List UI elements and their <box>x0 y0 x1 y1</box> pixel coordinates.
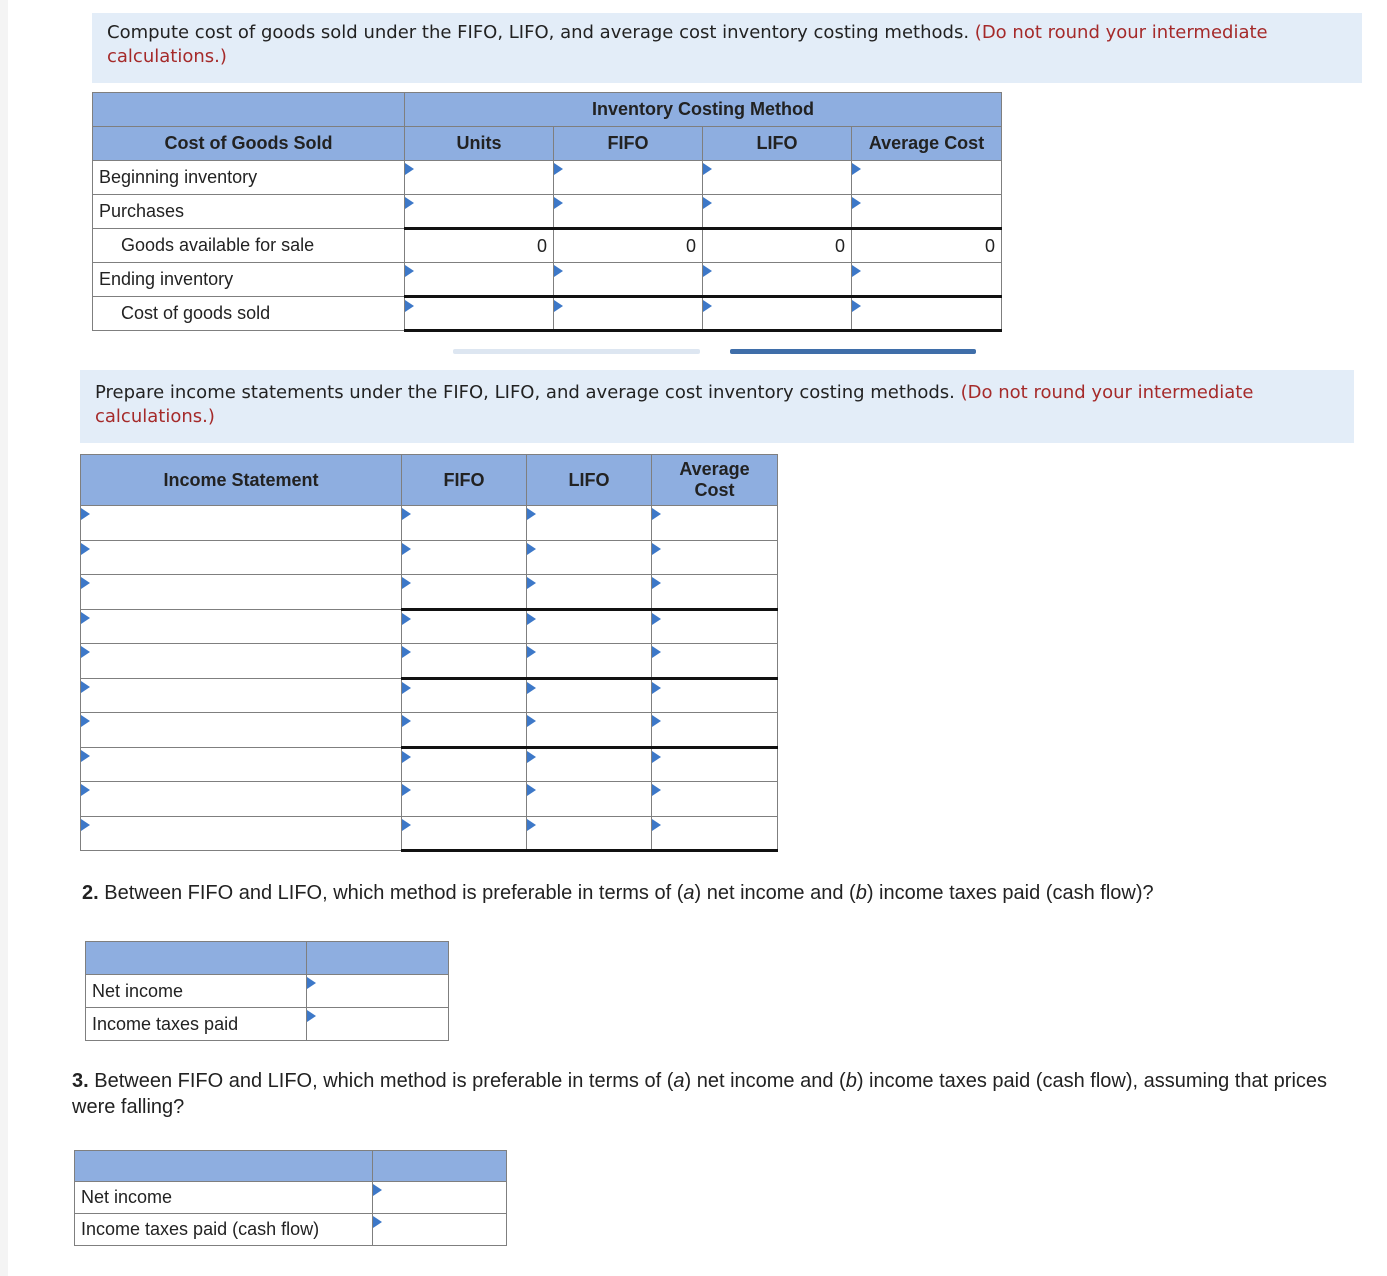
prev-tab-indicator[interactable] <box>453 349 700 354</box>
dropdown-marker-icon <box>527 508 536 520</box>
income-statement-label-dropdown[interactable] <box>81 747 402 782</box>
income-statement-label-dropdown[interactable] <box>81 782 402 817</box>
dropdown-marker-icon <box>652 613 661 625</box>
table-row <box>81 782 778 817</box>
dropdown-marker-icon <box>652 646 661 658</box>
col-header-units: Units <box>405 127 554 161</box>
income-statement-table <box>80 454 778 852</box>
input-cell[interactable] <box>402 713 527 748</box>
dropdown-marker-icon <box>527 682 536 694</box>
input-cell[interactable] <box>554 297 703 331</box>
dropdown-marker-icon <box>81 819 90 831</box>
dropdown-marker-icon <box>652 715 661 727</box>
dropdown-marker-icon <box>652 819 661 831</box>
input-cell[interactable] <box>852 297 1002 331</box>
dropdown-marker-icon <box>652 751 661 763</box>
instruction-note: (Do not round your intermediate calculations.) <box>95 382 1254 427</box>
table-row <box>81 678 778 713</box>
input-cell[interactable] <box>652 782 778 817</box>
dropdown-marker-icon <box>527 646 536 658</box>
dropdown-marker-icon <box>402 508 411 520</box>
col-header-average: Average Cost <box>852 127 1002 161</box>
income-statement-label-dropdown[interactable] <box>81 816 402 851</box>
input-cell[interactable] <box>652 575 778 610</box>
next-tab-indicator[interactable] <box>730 349 976 354</box>
col-header-fifo: FIFO <box>554 127 703 161</box>
dropdown-marker-icon <box>527 577 536 589</box>
instruction-income-statement <box>80 370 1354 443</box>
income-statement-label-dropdown[interactable] <box>81 540 402 575</box>
input-cell[interactable] <box>703 161 852 195</box>
instruction-note: (Do not round your intermediate calculations.) <box>107 22 1268 67</box>
dropdown-marker-icon <box>703 265 712 277</box>
input-cell[interactable] <box>402 644 527 679</box>
question-2: 2. Between FIFO and LIFO, which method is preferable in terms of (a) net income and (b) income taxes paid (cash flow)? <box>82 882 1154 904</box>
row-label: Beginning inventory <box>93 161 405 195</box>
instruction-text: Compute cost of goods sold under the FIFO, LIFO, and average cost inventory costing methods. <box>107 22 970 43</box>
dropdown-marker-icon <box>307 1010 316 1022</box>
dropdown-marker-icon <box>703 163 712 175</box>
dropdown-marker-icon <box>405 163 414 175</box>
input-cell[interactable] <box>527 747 652 782</box>
dropdown-marker-icon <box>554 197 563 209</box>
dropdown-marker-icon <box>402 613 411 625</box>
table-row <box>75 1214 507 1246</box>
input-cell[interactable] <box>402 747 527 782</box>
left-edge <box>0 0 8 1276</box>
dropdown-marker-icon <box>402 577 411 589</box>
dropdown-marker-icon <box>852 265 861 277</box>
answer-dropdown[interactable] <box>307 1008 449 1041</box>
blank-header <box>307 942 449 975</box>
table-row <box>81 575 778 610</box>
input-cell[interactable] <box>527 644 652 679</box>
table-row <box>81 644 778 679</box>
dropdown-marker-icon <box>81 543 90 555</box>
dropdown-marker-icon <box>81 577 90 589</box>
table-row <box>93 195 1002 229</box>
q2-answer-table <box>85 941 449 1041</box>
dropdown-marker-icon <box>852 300 861 312</box>
dropdown-marker-icon <box>81 715 90 727</box>
input-cell[interactable] <box>527 678 652 713</box>
input-cell[interactable] <box>652 678 778 713</box>
dropdown-marker-icon <box>852 197 861 209</box>
table-row <box>81 816 778 851</box>
dropdown-marker-icon <box>405 197 414 209</box>
input-cell[interactable] <box>852 195 1002 229</box>
dropdown-marker-icon <box>402 819 411 831</box>
input-cell[interactable] <box>652 644 778 679</box>
dropdown-marker-icon <box>554 163 563 175</box>
input-cell[interactable] <box>703 263 852 297</box>
dropdown-marker-icon <box>402 682 411 694</box>
col-header-lifo: LIFO <box>703 127 852 161</box>
row-label: Ending inventory <box>93 263 405 297</box>
col-header-lifo: LIFO <box>527 455 652 506</box>
input-cell[interactable] <box>527 575 652 610</box>
dropdown-marker-icon <box>652 784 661 796</box>
cogs-table <box>92 92 1002 332</box>
input-cell[interactable] <box>652 506 778 541</box>
answer-dropdown[interactable] <box>307 975 449 1008</box>
dropdown-marker-icon <box>81 612 90 624</box>
input-cell[interactable] <box>527 782 652 817</box>
question-3: 3. Between FIFO and LIFO, which method is preferable in terms of (a) net income and (b) income taxes paid (cash flow), assuming that prices were falling? <box>72 1070 1328 1118</box>
table-row <box>93 229 1002 263</box>
dropdown-marker-icon <box>81 681 90 693</box>
dropdown-marker-icon <box>402 784 411 796</box>
dropdown-marker-icon <box>402 751 411 763</box>
dropdown-marker-icon <box>81 646 90 658</box>
input-cell[interactable] <box>554 195 703 229</box>
input-cell[interactable] <box>527 713 652 748</box>
dropdown-marker-icon <box>652 577 661 589</box>
col-header-fifo: FIFO <box>402 455 527 506</box>
dropdown-marker-icon <box>527 819 536 831</box>
input-cell[interactable] <box>402 540 527 575</box>
dropdown-marker-icon <box>652 508 661 520</box>
blank-header <box>93 93 405 127</box>
computed-cell: 0 <box>554 229 703 263</box>
dropdown-marker-icon <box>81 784 90 796</box>
input-cell[interactable] <box>405 161 554 195</box>
table-row <box>75 1182 507 1214</box>
table-row <box>93 161 1002 195</box>
dropdown-marker-icon <box>527 715 536 727</box>
row-label: Income taxes paid (cash flow) <box>75 1214 373 1246</box>
input-cell[interactable] <box>405 297 554 331</box>
input-cell[interactable] <box>402 816 527 851</box>
dropdown-marker-icon <box>405 265 414 277</box>
income-statement-label-dropdown[interactable] <box>81 506 402 541</box>
q3-answer-table <box>74 1150 507 1246</box>
input-cell[interactable] <box>402 678 527 713</box>
dropdown-marker-icon <box>652 682 661 694</box>
dropdown-marker-icon <box>81 508 90 520</box>
dropdown-marker-icon <box>373 1216 382 1228</box>
dropdown-marker-icon <box>527 613 536 625</box>
input-cell[interactable] <box>703 195 852 229</box>
dropdown-marker-icon <box>373 1184 382 1196</box>
dropdown-marker-icon <box>703 300 712 312</box>
input-cell[interactable] <box>852 263 1002 297</box>
income-statement-label-dropdown[interactable] <box>81 713 402 748</box>
dropdown-marker-icon <box>402 543 411 555</box>
col-header-cogs: Cost of Goods Sold <box>93 127 405 161</box>
row-label: Income taxes paid <box>86 1008 307 1041</box>
input-cell[interactable] <box>402 782 527 817</box>
table-row <box>86 1008 449 1041</box>
col-header-average: Average Cost <box>652 455 778 506</box>
income-statement-label-dropdown[interactable] <box>81 678 402 713</box>
dropdown-marker-icon <box>81 750 90 762</box>
dropdown-marker-icon <box>554 300 563 312</box>
dropdown-marker-icon <box>703 197 712 209</box>
input-cell[interactable] <box>652 540 778 575</box>
table-row <box>81 713 778 748</box>
dropdown-marker-icon <box>402 646 411 658</box>
dropdown-marker-icon <box>527 784 536 796</box>
row-label: Net income <box>75 1182 373 1214</box>
income-statement-label-dropdown[interactable] <box>81 644 402 679</box>
dropdown-marker-icon <box>554 265 563 277</box>
computed-cell: 0 <box>703 229 852 263</box>
col-header-income-statement: Income Statement <box>81 455 402 506</box>
input-cell[interactable] <box>703 297 852 331</box>
input-cell[interactable] <box>405 263 554 297</box>
input-cell[interactable] <box>527 506 652 541</box>
answer-dropdown[interactable] <box>373 1214 507 1246</box>
input-cell[interactable] <box>527 816 652 851</box>
income-statement-label-dropdown[interactable] <box>81 609 402 644</box>
input-cell[interactable] <box>652 747 778 782</box>
table-row <box>86 975 449 1008</box>
table-row <box>93 263 1002 297</box>
table-row <box>81 609 778 644</box>
row-label: Cost of goods sold <box>93 297 405 331</box>
dropdown-marker-icon <box>652 543 661 555</box>
table-row <box>81 747 778 782</box>
input-cell[interactable] <box>652 713 778 748</box>
input-cell[interactable] <box>405 195 554 229</box>
answer-dropdown[interactable] <box>373 1182 507 1214</box>
input-cell[interactable] <box>402 609 527 644</box>
dropdown-marker-icon <box>402 715 411 727</box>
input-cell[interactable] <box>554 263 703 297</box>
input-cell[interactable] <box>852 161 1002 195</box>
dropdown-marker-icon <box>307 977 316 989</box>
dropdown-marker-icon <box>852 163 861 175</box>
instruction-cogs <box>92 13 1362 83</box>
input-cell[interactable] <box>402 575 527 610</box>
dropdown-marker-icon <box>405 300 414 312</box>
computed-cell: 0 <box>852 229 1002 263</box>
income-statement-label-dropdown[interactable] <box>81 575 402 610</box>
input-cell[interactable] <box>527 540 652 575</box>
computed-cell: 0 <box>405 229 554 263</box>
dropdown-marker-icon <box>527 543 536 555</box>
input-cell[interactable] <box>652 609 778 644</box>
row-label: Goods available for sale <box>93 229 405 263</box>
table-row <box>93 297 1002 331</box>
instruction-text: Prepare income statements under the FIFO, LIFO, and average cost inventory costing methods. <box>95 382 955 403</box>
table-row <box>81 540 778 575</box>
input-cell[interactable] <box>527 609 652 644</box>
group-header: Inventory Costing Method <box>405 93 1002 127</box>
blank-header <box>75 1151 373 1182</box>
input-cell[interactable] <box>554 161 703 195</box>
row-label: Net income <box>86 975 307 1008</box>
dropdown-marker-icon <box>527 751 536 763</box>
input-cell[interactable] <box>402 506 527 541</box>
blank-header <box>373 1151 507 1182</box>
blank-header <box>86 942 307 975</box>
input-cell[interactable] <box>652 816 778 851</box>
table-row <box>81 506 778 541</box>
row-label: Purchases <box>93 195 405 229</box>
